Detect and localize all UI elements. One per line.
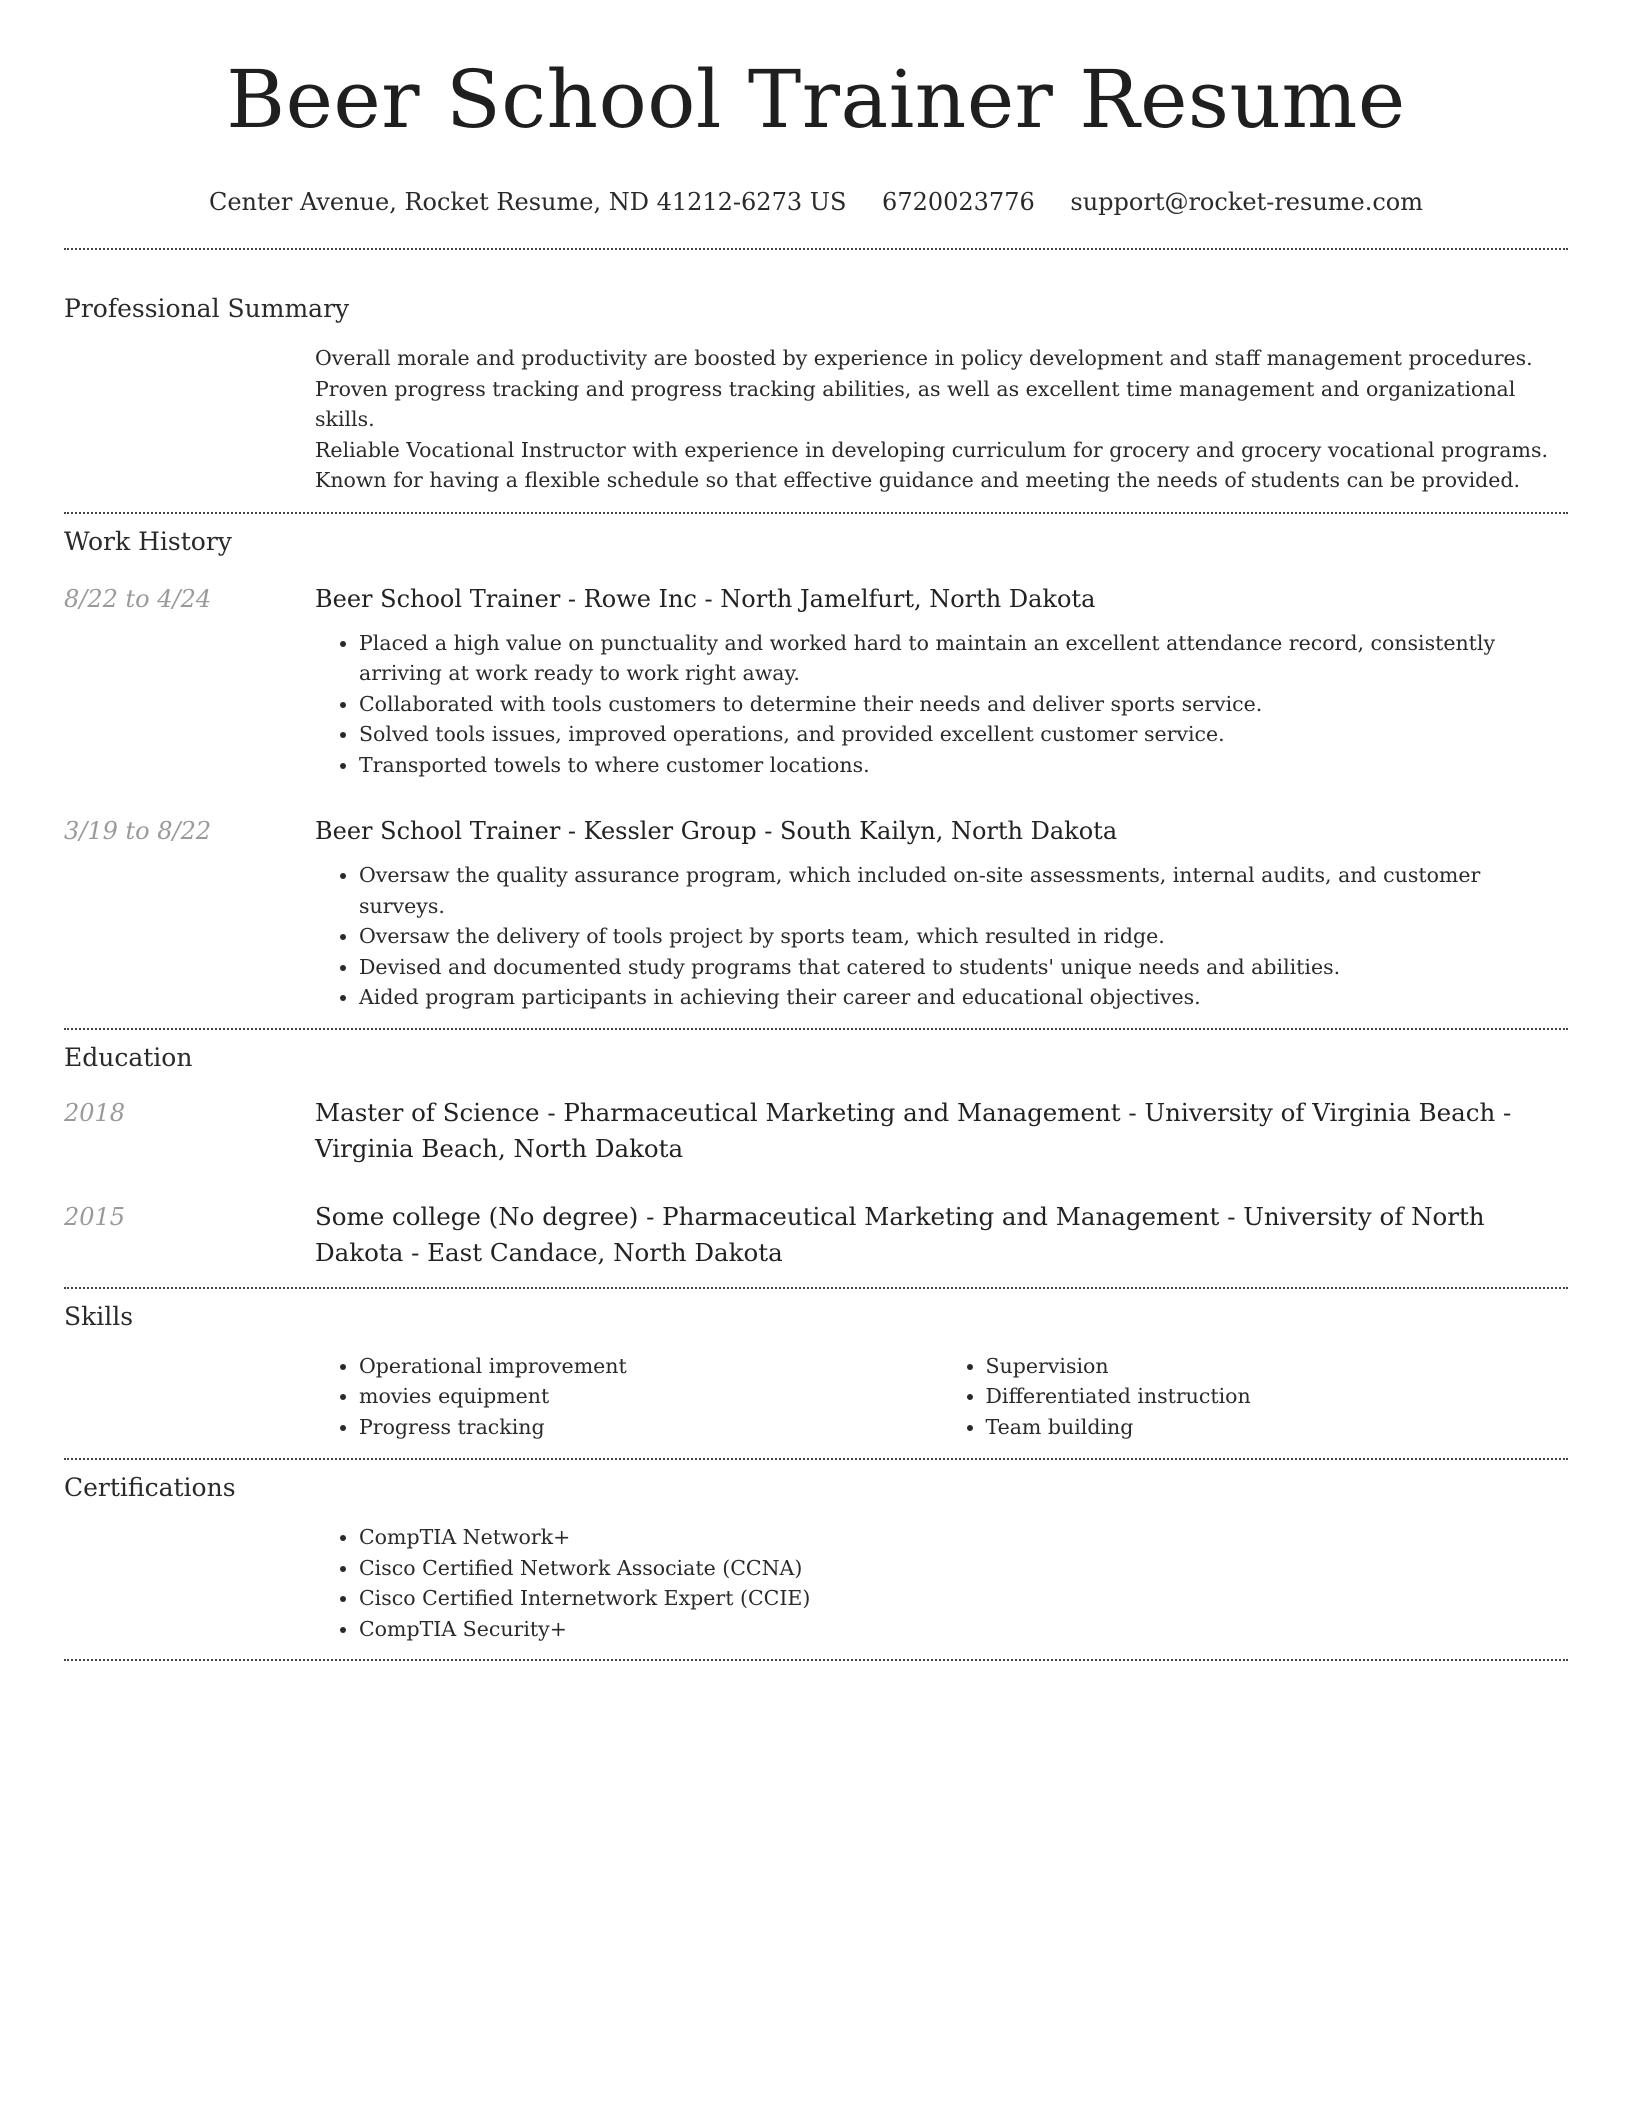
certifications-heading: Certifications [64, 1473, 236, 1502]
certification-item: • CompTIA Security+ [359, 1614, 1568, 1645]
job-bullets [315, 860, 1568, 1013]
job-entry [64, 581, 1568, 781]
skill-item: • Progress tracking [359, 1412, 942, 1443]
certifications-list [315, 1522, 1568, 1644]
skill-item: • Operational improvement [359, 1351, 942, 1382]
summary-line: Overall morale and productivity are boosted by experience in policy development and staff management procedures. [315, 346, 1533, 370]
certification-item: • Cisco Certified Internetwork Expert (CCIE) [359, 1583, 1568, 1614]
summary-line: Proven progress tracking and progress tracking abilities, as well as excellent time management and organizational skills. [315, 376, 1516, 431]
education-heading: Education [64, 1042, 193, 1072]
education-section [64, 1041, 1568, 1271]
education-school: - University of North Dakota - East Candace, North Dakota [315, 1201, 1485, 1267]
education-school: - University of Virginia Beach - Virginia Beach, North Dakota [315, 1097, 1512, 1163]
job-dates: 8/22 to 4/24 [64, 584, 212, 613]
contact-phone: 6720023776 [882, 188, 1035, 216]
education-year: 2015 [64, 1202, 126, 1231]
skill-item: • Differentiated instruction [986, 1381, 1569, 1412]
contact-address: Center Avenue, Rocket Resume, ND 41212-6273 US [208, 188, 847, 216]
divider [64, 1458, 1568, 1460]
education-degree: Master of Science - Pharmaceutical Marketing and Management [315, 1097, 1121, 1127]
skills-list-left [315, 1351, 942, 1443]
education-year: 2018 [64, 1098, 126, 1127]
skill-item: • Supervision [986, 1351, 1569, 1382]
skills-list-right [942, 1351, 1569, 1443]
list-item: • Transported towels to where customer locations. [359, 750, 1568, 781]
certification-item: • Cisco Certified Network Associate (CCNA) [359, 1553, 1568, 1584]
list-item: • Devised and documented study programs that catered to students' unique needs and abilities. [359, 952, 1568, 983]
skills-heading: Skills [64, 1301, 134, 1331]
list-item: • Solved tools issues, improved operations, and provided excellent customer service. [359, 719, 1568, 750]
certifications-section [64, 1471, 1568, 1644]
divider [64, 512, 1568, 514]
resume-page [64, 0, 1568, 1661]
skill-item: • movies equipment [359, 1381, 942, 1412]
skills-section [64, 1300, 1568, 1443]
education-degree: Some college (No degree) - Pharmaceutical Marketing and Management [315, 1201, 1220, 1231]
divider [64, 1659, 1568, 1661]
education-entry [64, 1095, 1568, 1167]
divider [64, 1028, 1568, 1030]
job-entry [64, 813, 1568, 1013]
list-item: • Placed a high value on punctuality and worked hard to maintain an excellent attendance record, consistently arriving at work ready to work right away. [359, 628, 1568, 689]
divider [64, 1287, 1568, 1289]
summary-line: Known for having a flexible schedule so that effective guidance and meeting the needs of students can be provided. [315, 468, 1521, 492]
work-heading: Work History [64, 526, 232, 556]
divider [64, 248, 1568, 250]
contact-email[interactable]: support@rocket-resume.com [1070, 188, 1424, 216]
job-dates: 3/19 to 8/22 [64, 817, 212, 845]
certification-item: • CompTIA Network+ [359, 1522, 1568, 1553]
job-bullets [315, 628, 1568, 781]
job-title: Beer School Trainer - Kessler Group - South Kailyn, North Dakota [315, 817, 1118, 845]
list-item: • Collaborated with tools customers to determine their needs and deliver sports service. [359, 689, 1568, 720]
summary-section [64, 292, 1568, 496]
list-item: • Oversaw the delivery of tools project by sports team, which resulted in ridge. [359, 921, 1568, 952]
work-section [64, 525, 1568, 1013]
list-item: • Aided program participants in achieving their career and educational objectives. [359, 982, 1568, 1013]
resume-title: Beer School Trainer Resume [226, 53, 1406, 146]
education-title [315, 1199, 1568, 1271]
job-title: Beer School Trainer - Rowe Inc - North Jamelfurt, North Dakota [315, 584, 1096, 613]
education-entry [64, 1199, 1568, 1271]
summary-text [315, 343, 1568, 496]
skill-item: • Team building [986, 1412, 1569, 1443]
contact-line [64, 186, 1568, 218]
summary-heading: Professional Summary [64, 294, 350, 323]
summary-line: Reliable Vocational Instructor with experience in developing curriculum for grocery and grocery vocational programs. [315, 437, 1549, 462]
list-item: • Oversaw the quality assurance program, which included on-site assessments, internal audits, and customer surveys. [359, 860, 1568, 921]
education-title [315, 1095, 1568, 1167]
